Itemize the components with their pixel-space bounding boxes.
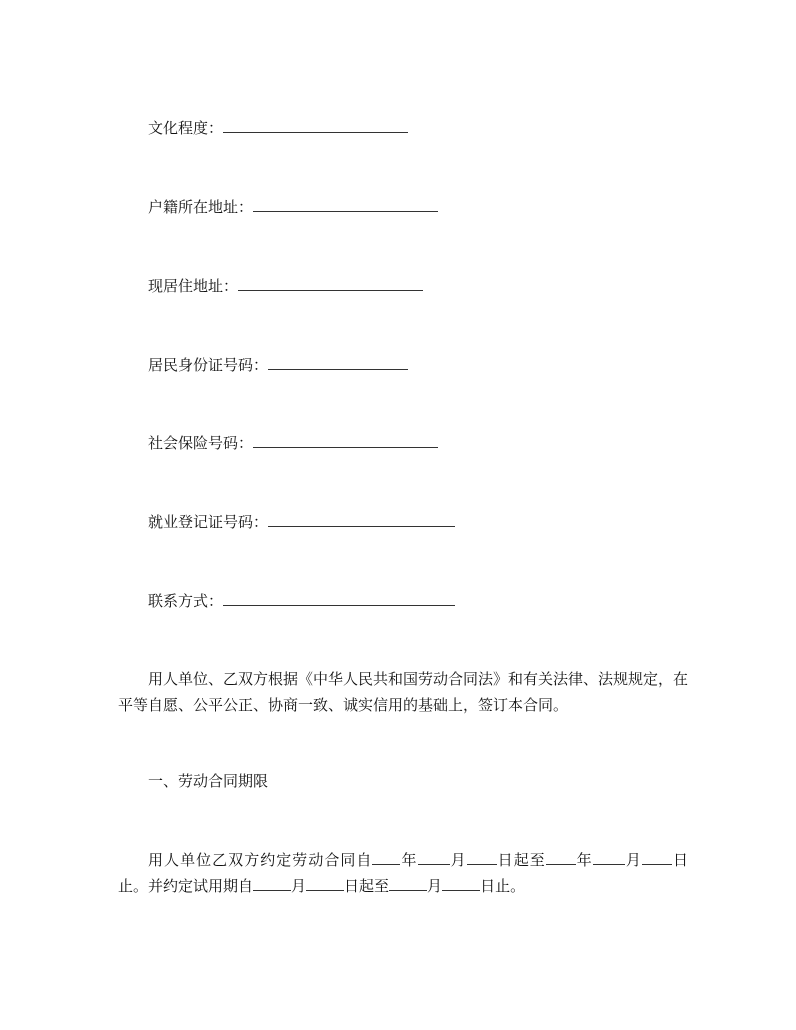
day-blank[interactable] xyxy=(642,850,672,865)
day-from-label: 日起至 xyxy=(344,877,390,895)
month-label: 月 xyxy=(427,877,443,895)
field-current-address xyxy=(148,276,423,296)
month-blank[interactable] xyxy=(418,850,450,865)
year-blank[interactable] xyxy=(546,850,576,865)
day-blank[interactable] xyxy=(306,876,344,891)
fill-in-blank[interactable] xyxy=(253,433,438,448)
field-label: 社会保险号码： xyxy=(148,434,254,452)
field-label: 联系方式： xyxy=(148,592,224,610)
month-label: 月 xyxy=(449,851,467,869)
month-blank[interactable] xyxy=(389,876,427,891)
day-end-label: 日止。并约定试用期自 xyxy=(118,851,688,895)
field-label: 户籍所在地址： xyxy=(148,198,254,216)
fill-in-blank[interactable] xyxy=(253,197,438,212)
day-blank[interactable] xyxy=(467,850,497,865)
field-contact xyxy=(148,591,455,611)
intro-paragraph: 用人单位、乙双方根据《中华人民共和国劳动合同法》和有关法律、法规规定，在平等自愿、公平公正、协商一致、诚实信用的基础上，签订本合同。 xyxy=(118,670,689,714)
term-paragraph xyxy=(118,847,688,899)
fill-in-blank[interactable] xyxy=(268,512,455,527)
term-text: 用人单位乙双方约定劳动合同自 xyxy=(148,851,373,869)
year-label: 年 xyxy=(400,851,418,869)
fill-in-blank[interactable] xyxy=(223,591,455,606)
section-heading: 一、劳动合同期限 xyxy=(148,772,269,790)
year-label: 年 xyxy=(575,851,593,869)
field-household-address xyxy=(148,197,438,217)
year-blank[interactable] xyxy=(372,850,400,865)
field-id-number xyxy=(148,355,408,375)
fill-in-blank[interactable] xyxy=(238,276,423,291)
month-blank[interactable] xyxy=(253,876,291,891)
field-social-insurance-number xyxy=(148,433,438,453)
field-label: 居民身份证号码： xyxy=(148,356,269,374)
month-label: 月 xyxy=(624,851,642,869)
day-from-label: 日起至 xyxy=(496,851,546,869)
month-blank[interactable] xyxy=(593,850,625,865)
field-employment-registration xyxy=(148,512,455,532)
field-label: 就业登记证号码： xyxy=(148,513,269,531)
field-education xyxy=(148,118,408,138)
field-label: 文化程度： xyxy=(148,119,224,137)
day-stop-label: 日止。 xyxy=(480,877,526,895)
fill-in-blank[interactable] xyxy=(223,118,408,133)
month-label: 月 xyxy=(291,877,307,895)
fill-in-blank[interactable] xyxy=(268,355,408,370)
day-blank[interactable] xyxy=(442,876,480,891)
field-label: 现居住地址： xyxy=(148,277,239,295)
